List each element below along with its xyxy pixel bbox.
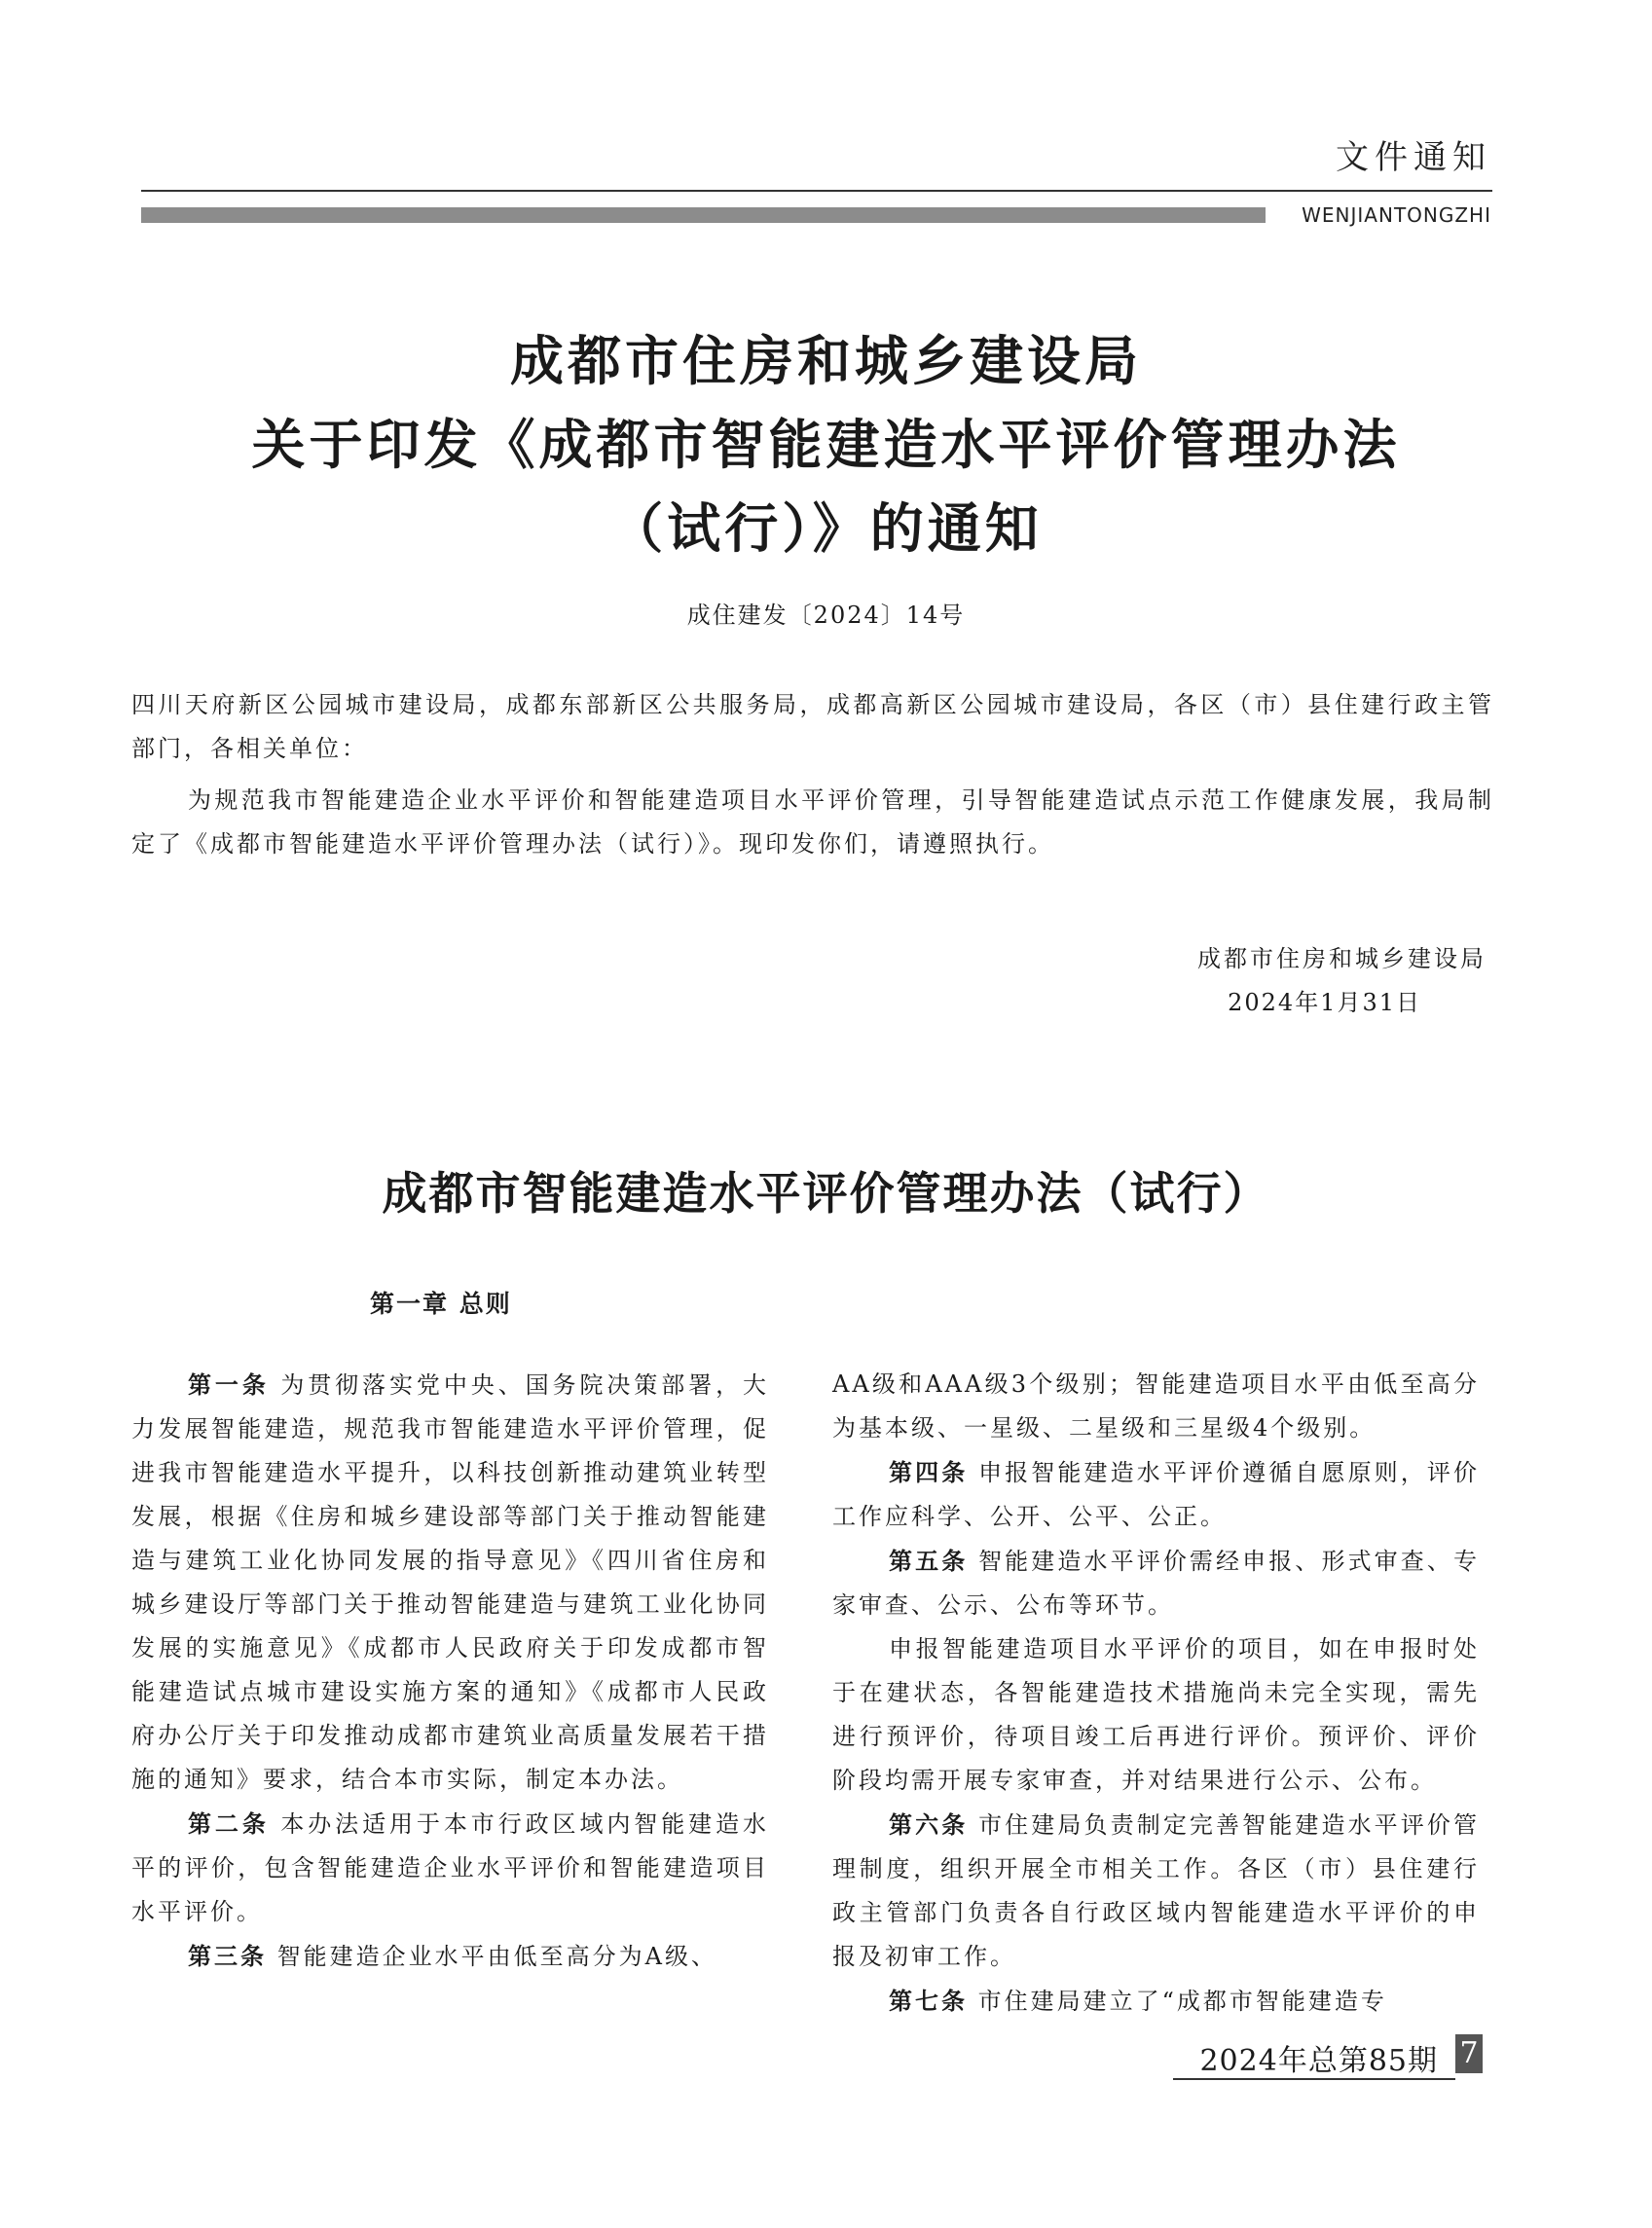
article-2 <box>131 1802 769 1934</box>
notice-title <box>0 319 1652 570</box>
article-text: 智能建造企业水平由低至高分为A级、 <box>276 1943 717 1970</box>
article-text: 智能建造水平评价需经申报、形式审查、专家审查、公示、公布等环节。 <box>832 1548 1481 1619</box>
article-label: 第一条 <box>188 1370 270 1399</box>
notice-title-line: 成都市住房和城乡建设局 <box>509 329 1142 392</box>
article-text: 本办法适用于本市行政区域内智能建造水平的评价，包含智能建造企业水平评价和智能建造项目水平评价。 <box>131 1810 769 1925</box>
article-3 <box>131 1934 769 1979</box>
article-6 <box>832 1803 1480 1979</box>
article-label: 第二条 <box>188 1809 270 1838</box>
article-text: 市住建局建立了“成都市智能建造专 <box>977 1988 1387 2015</box>
header-rule-thin <box>141 190 1492 192</box>
right-column <box>832 1363 1480 2024</box>
article-label: 第五条 <box>889 1547 969 1575</box>
page-number: 7 <box>1455 2034 1483 2073</box>
article-5-paragraph-2: 申报智能建造项目水平评价的项目，如在申报时处于在建状态，各智能建造技术措施尚未完全实现，需先进行预评价，待项目竣工后再进行评价。预评价、评价阶段均需开展专家审查，并对结果进行公示、公布。 <box>832 1635 1480 1794</box>
header-rule-thick <box>141 207 1266 223</box>
signer: 成都市住房和城乡建设局 <box>1197 945 1487 972</box>
document-number: 成住建发〔2024〕14号 <box>686 602 966 629</box>
section-pinyin: WENJIANTONGZHI <box>1302 203 1491 227</box>
notice-title-line: 关于印发《成都市智能建造水平评价管理办法 <box>251 413 1401 476</box>
article-label: 第三条 <box>188 1942 267 1970</box>
notice-title-line: （试行）》的通知 <box>609 496 1043 560</box>
article-5 <box>832 1539 1480 1627</box>
measures-title: 成都市智能建造水平评价管理办法（试行） <box>382 1167 1270 1220</box>
article-label: 第四条 <box>889 1458 969 1486</box>
sign-date: 2024年1月31日 <box>1228 989 1421 1016</box>
left-column <box>131 1363 769 1979</box>
article-7 <box>832 1979 1480 2024</box>
article-text: 申报智能建造水平评价遵循自愿原则，评价工作应科学、公开、公平、公正。 <box>832 1459 1481 1530</box>
article-text: 市住建局负责制定完善智能建造水平评价管理制度，组织开展全市相关工作。各区（市）县住建行政主管部门负责各自行政区域内智能建造水平评价的申报及初审工作。 <box>832 1811 1481 1970</box>
chapter-heading: 第一章 总则 <box>370 1290 512 1318</box>
article-label: 第六条 <box>889 1810 969 1839</box>
article-text: 为贯彻落实党中央、国务院决策部署，大力发展智能建造，规范我市智能建造水平评价管理，促进我市智能建造水平提升，以科技创新推动建筑业转型发展，根据《住房和城乡建设部等部门关于推动智能建造与建筑工业化协同发展的指导意见》《四川省住房和城乡建设厅等部门关于推动智能建造与建筑工业化协同发展的实施意见》《成都市人民政府关于印发成都市智能建造试点城市建设实施方案的通知》《成都市人民政府办公厅关于印发推动成都市建筑业高质量发展若干措施的通知》要求，结合本市实际，制定本办法。 <box>131 1371 769 1793</box>
issue-number: 2024年总第85期 <box>1199 2044 1438 2078</box>
addressee: 四川天府新区公园城市建设局，成都东部新区公共服务局，成都高新区公园城市建设局，各区（市）县住建行政主管部门，各相关单位： <box>131 691 1494 762</box>
section-title: 文件通知 <box>1336 138 1491 177</box>
article-4 <box>832 1450 1480 1539</box>
footer-rule <box>1173 2078 1455 2080</box>
notice-intro: 为规范我市智能建造企业水平评价和智能建造项目水平评价管理，引导智能建造试点示范工作健康发展，我局制定了《成都市智能建造水平评价管理办法（试行）》。现印发你们，请遵照执行。 <box>131 786 1494 858</box>
article-label: 第七条 <box>889 1987 968 2015</box>
article-1 <box>131 1363 769 1802</box>
article-3-continued: AA级和AAA级3个级别；智能建造项目水平由低至高分为基本级、一星级、二星级和三星级4个级别。 <box>832 1370 1480 1442</box>
